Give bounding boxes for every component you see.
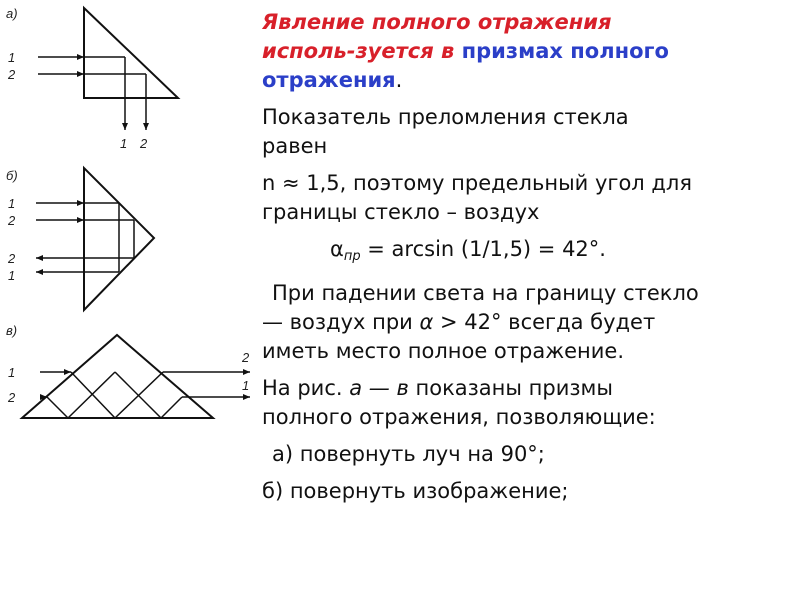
p4-line1 (262, 374, 800, 403)
ray-a2-exit-label: 2 (140, 136, 148, 151)
ray-b2-exit-label: 2 (8, 251, 16, 266)
panel-a-label: а) (6, 6, 18, 21)
ray-b1-exit-label: 1 (8, 268, 16, 283)
p3-line1: При падении света на границу стекло (272, 281, 699, 305)
heading-red-2: исполь-зуется в (262, 39, 462, 63)
p4-line1-b: а — в (349, 376, 409, 400)
item-b: б) повернуть изображение; (262, 479, 569, 503)
ray-a1-exit-label: 1 (120, 136, 128, 151)
p3-line2-start: — воздух при (262, 310, 420, 334)
formula (262, 235, 800, 271)
item-a: а) повернуть луч на 90°; (272, 442, 545, 466)
ray-c2-label: 2 (8, 390, 16, 405)
formula-alpha: α (330, 237, 344, 261)
ray-c1-exit-label: 1 (242, 378, 250, 393)
prism-diagrams (0, 0, 260, 600)
heading-red-1: Явление полного отражения (262, 10, 612, 34)
heading-blue-2: призмах полного (461, 39, 669, 63)
rays-a (38, 57, 146, 130)
heading-line-2 (262, 37, 800, 66)
heading-blue-3: отражения (262, 68, 396, 92)
p4-line2: полного отражения, позволяющие: (262, 405, 656, 429)
p3-alpha: α (419, 310, 434, 334)
p2-line1: n ≈ 1,5, поэтому предельный угол для (262, 171, 692, 195)
p4-line1-a: На рис. (262, 376, 350, 400)
heading-end: . (395, 68, 403, 92)
formula-subscript: пр (343, 249, 361, 264)
rays-c (40, 372, 250, 418)
ray-c1-label: 1 (8, 365, 16, 380)
p3-line2 (262, 308, 800, 337)
prism-figure (0, 0, 260, 600)
prism-a (84, 8, 178, 98)
ray-b2-label: 2 (8, 213, 16, 228)
slide-text (262, 8, 800, 506)
ray-c2-exit-label: 2 (242, 350, 250, 365)
p3-line2-rest: > 42° всегда будет (433, 310, 656, 334)
ray-b1-label: 1 (8, 196, 16, 211)
heading (262, 8, 800, 37)
ray-a1-label: 1 (8, 50, 16, 65)
panel-b-label: б) (6, 168, 18, 183)
p3-line3: иметь место полное отражение. (262, 339, 625, 363)
p1-line1: Показатель преломления стекла (262, 105, 629, 129)
p2-line2: границы стекло – воздух (262, 200, 540, 224)
heading-line-3 (262, 66, 800, 95)
prism-c (22, 335, 213, 418)
formula-rest: = arcsin (1/1,5) = 42°. (360, 237, 606, 261)
panel-c-label: в) (6, 323, 18, 338)
p4-line1-c: показаны призмы (408, 376, 613, 400)
p1-line2: равен (262, 134, 328, 158)
ray-a2-label: 2 (8, 67, 16, 82)
